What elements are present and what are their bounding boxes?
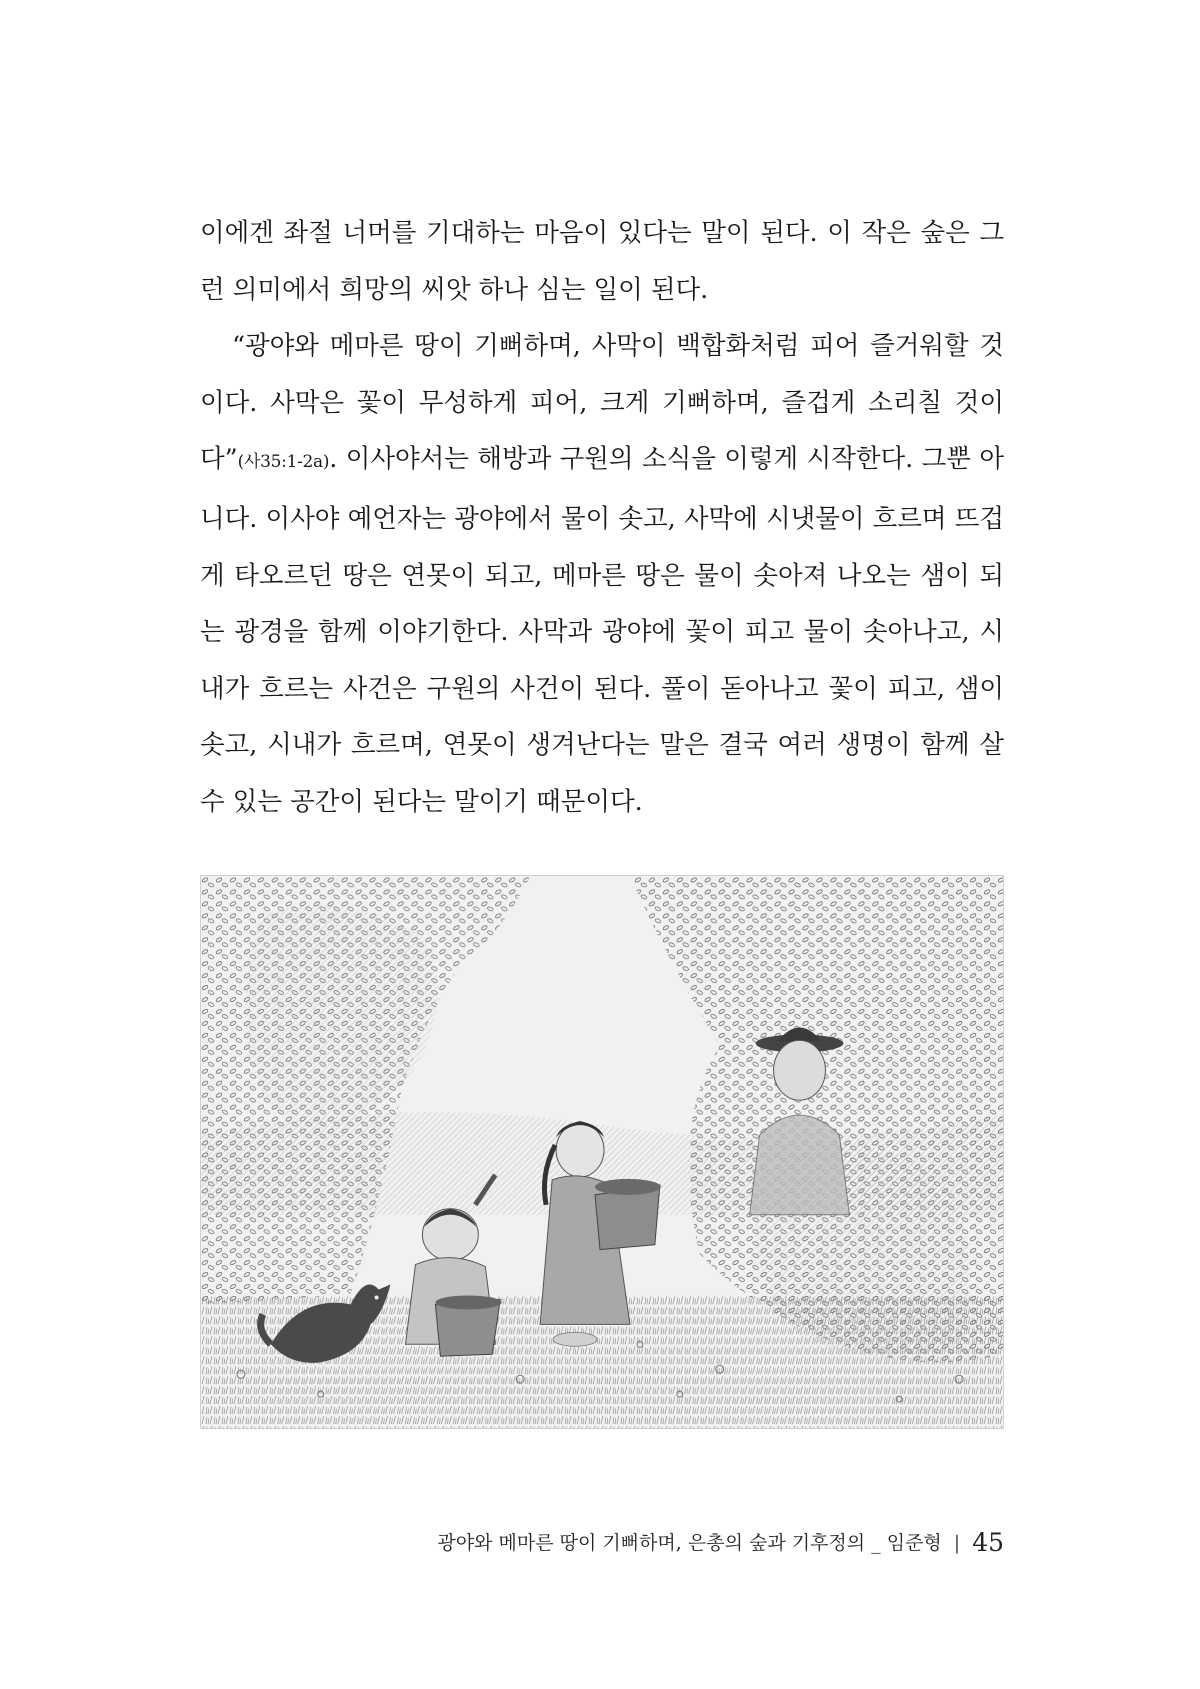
running-title: 광야와 메마른 땅이 기뻐하며, 은총의 숲과 기후정의 _ 임준형 bbox=[437, 1532, 942, 1554]
footer-separator: | bbox=[953, 1532, 961, 1554]
illustration-drawing bbox=[201, 876, 1003, 1428]
paragraph-2 bbox=[200, 318, 1004, 830]
page-footer bbox=[200, 1528, 1004, 1557]
body-text bbox=[200, 205, 1004, 831]
page-number: 45 bbox=[972, 1528, 1004, 1557]
scripture-quote: “광야와 메마른 땅이 기뻐하며, 사막이 백합화처럼 피어 즐거워할 것이다. 사막은 꽃이 무성하게 피어, 크게 기뻐하며, 즐겁게 소리칠 것이다” bbox=[200, 331, 1004, 475]
paragraph-1: 이에겐 좌절 너머를 기대하는 마음이 있다는 말이 된다. 이 작은 숲은 그런 의미에서 희망의 씨앗 하나 심는 일이 된다. bbox=[200, 218, 1004, 305]
illustration bbox=[200, 875, 1004, 1429]
paragraph-2-rest: . 이사야서는 해방과 구원의 소식을 이렇게 시작한다. 그뿐 아니다. 이사야 예언자는 광야에서 물이 솟고, 사막에 시냇물이 흐르며 뜨겁게 타오르던 땅은 연못이 되고, 메마른 땅은 물이 솟아져 나오는 샘이 되는 광경을 함께 이야기한다. 사막과 광야에 꽃이 피고 물이 솟아나고, 시내가 흐르는 사건은 구원의 사건이 된다. 풀이 돋아나고 꽃이 피고, 샘이 솟고, 시내가 흐르며, 연못이 생겨난다는 말은 결국 여러 생명이 함께 살 수 있는 공간이 된다는 말이기 때문이다. bbox=[200, 444, 1004, 817]
scripture-citation: (사35:1-2a) bbox=[237, 452, 330, 473]
